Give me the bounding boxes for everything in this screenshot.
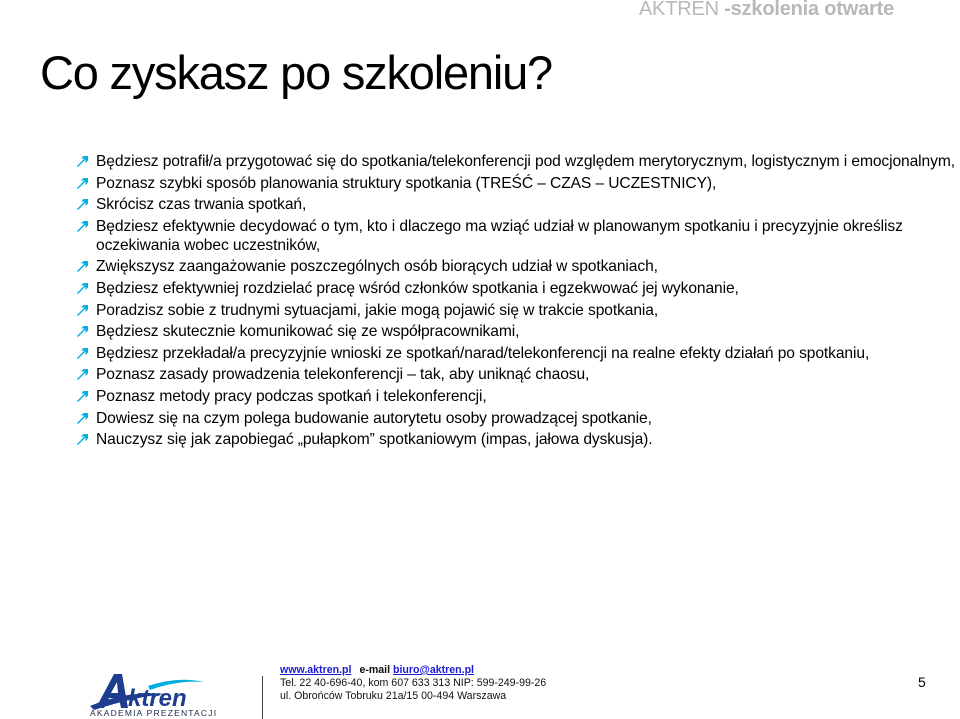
list-item (76, 217, 958, 255)
arrow-up-right-icon (76, 282, 89, 295)
brand-header (639, 0, 894, 21)
email-link[interactable]: biuro@aktren.pl (393, 664, 474, 676)
arrow-up-right-icon (76, 368, 89, 381)
list-item-text: Poznasz metody pracy podczas spotkań i telekonferencji, (96, 387, 487, 405)
arrow-up-right-icon (76, 325, 89, 338)
list-item-text: Poznasz szybki sposób planowania struktury spotkania (TREŚĆ – CZAS – UCZESTNICY), (96, 174, 717, 192)
arrow-up-right-icon (76, 177, 89, 190)
list-item-text: Będziesz potrafił/a przygotować się do spotkania/telekonferencji pod względem merytorycznym, logistycznym i emocjonalnym, (96, 153, 955, 170)
list-item-text: Będziesz efektywnie decydować o tym, kto i dlaczego ma wziąć udział w planowanym spotkaniu i precyzyjnie określisz oczekiwania wobec uczestników, (96, 217, 903, 254)
arrow-up-right-icon (76, 412, 89, 425)
contact-address-line: ul. Obrońców Tobruku 21a/15 00-494 Warszawa (280, 690, 507, 702)
list-item-text: Dowiesz się na czym polega budowanie autorytetu osoby prowadzącej spotkanie, (96, 409, 652, 427)
list-item-text: Będziesz efektywniej rozdzielać pracę wśród członków spotkania i egzekwować jej wykonanie, (96, 279, 739, 297)
list-item (76, 195, 958, 214)
list-item (76, 409, 958, 428)
arrow-up-right-icon (76, 220, 89, 233)
svg-text:ktren: ktren (128, 685, 187, 712)
list-item (76, 257, 958, 276)
list-item (76, 322, 958, 341)
list-item-text: Poznasz zasady prowadzenia telekonferencji – tak, aby uniknąć chaosu, (96, 366, 590, 384)
brand-tagline: -szkolenia otwarte (718, 0, 894, 20)
brand-name: AKTREN (638, 0, 719, 20)
arrow-up-right-icon (76, 347, 89, 360)
list-item (76, 301, 958, 320)
list-item (76, 430, 958, 449)
email-label: e-mail (359, 664, 391, 676)
list-item-text: Nauczysz się jak zapobiegać „pułapkom” spotkaniowym (impas, jałowa dyskusja). (96, 431, 653, 449)
list-item (76, 387, 958, 406)
footer-divider (262, 676, 263, 719)
contact-block (280, 664, 546, 703)
list-item-text: Będziesz przekładał/a precyzyjnie wnioski ze spotkań/narad/telekonferencji na realne efekty działań po spotkaniu, (96, 344, 870, 362)
contact-web-line (280, 664, 546, 677)
arrow-up-right-icon (76, 155, 89, 168)
page-title: Co zyskasz po szkoleniu? (40, 46, 552, 99)
list-item-text: Poradzisz sobie z trudnymi sytuacjami, jakie mogą pojawić się w trakcie spotkania, (96, 301, 659, 319)
list-item-text: Skrócisz czas trwania spotkań, (96, 196, 307, 214)
arrow-up-right-icon (76, 390, 89, 403)
page-number: 5 (918, 674, 926, 690)
list-item (76, 279, 958, 298)
list-item-text: Zwiększysz zaangażowanie poszczególnych osób biorących udział w spotkaniach, (96, 258, 658, 276)
arrow-up-right-icon (76, 433, 89, 446)
logo-subtitle: AKADEMIA PREZENTACJI (90, 708, 218, 718)
list-item (76, 152, 958, 171)
arrow-up-right-icon (76, 304, 89, 317)
contact-phone-line: Tel. 22 40-696-40, kom 607 633 313 NIP: 599-249-99-26 (280, 677, 547, 689)
list-item (76, 365, 958, 384)
website-link[interactable]: www.aktren.pl (280, 664, 352, 676)
list-item (76, 174, 958, 193)
list-item-text: Będziesz skutecznie komunikować się ze współpracownikami, (96, 323, 520, 341)
arrow-up-right-icon (76, 260, 89, 273)
list-item (76, 344, 958, 363)
benefits-list (76, 152, 958, 452)
arrow-up-right-icon (76, 198, 89, 211)
